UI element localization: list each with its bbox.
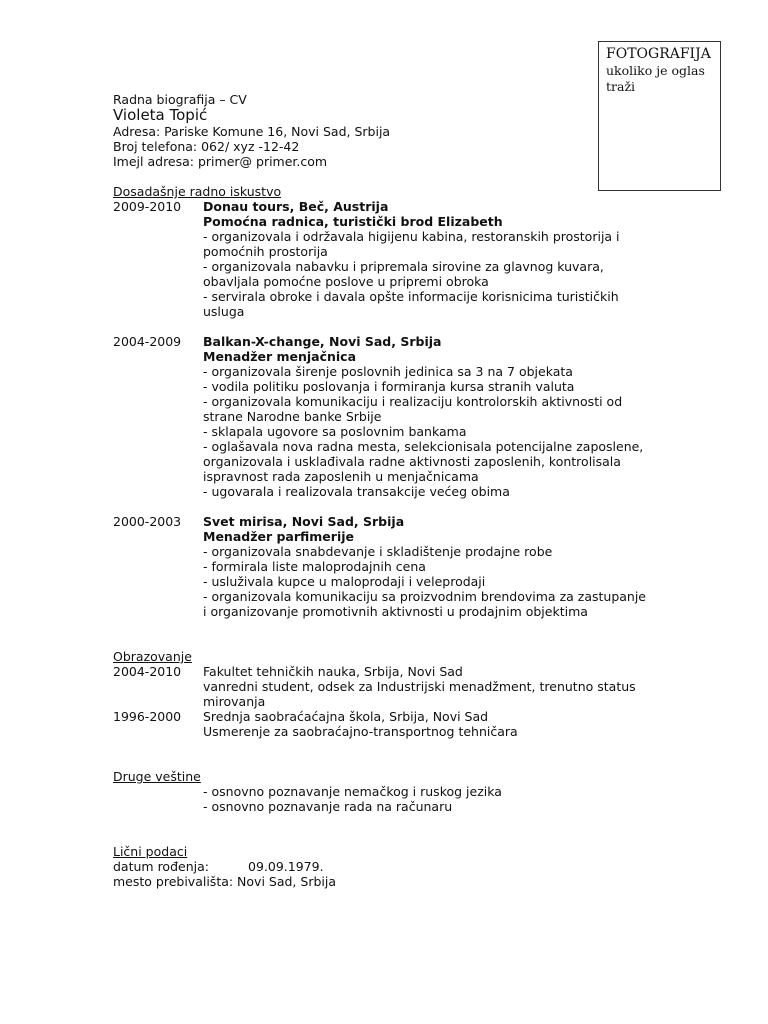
job-duty-line: - organizovala komunikaciju i realizaciju kontrolorskih aktivnosti od [203,394,623,409]
section-title-personal: Lični podaci [113,844,188,859]
job-position: Pomoćna radnica, turistički brod Elizabeth [203,214,503,229]
dob-label: datum rođenja: [113,859,209,874]
job-company: Balkan-X-change, Novi Sad, Srbija [203,334,442,349]
job-duty-line: - organizovala širenje poslovnih jedinica sa 3 na 7 objekata [203,364,573,379]
education-period: 1996-2000 [113,709,182,724]
job-duty-line: usluga [203,304,245,319]
candidate-name: Violeta Topić [113,106,208,124]
job-duty-line: - usluživala kupce u maloprodaji i veleprodaji [203,574,486,589]
residence-line: mesto prebivališta: Novi Sad, Srbija [113,874,336,889]
education-entry [113,709,658,739]
photo-box-note-line1: ukoliko je oglas [606,63,705,78]
education-line: mirovanja [203,694,266,709]
job-duty-line: obavljala pomoćne poslove u pripremi obroka [203,274,489,289]
skill-line: - osnovno poznavanje rada na računaru [203,799,453,814]
education-line: vanredni student, odsek za Industrijski menadžment, trenutno status [203,679,636,694]
job-duty-line: i organizovanje promotivnih aktivnosti u prodajnim objektima [203,604,588,619]
job-duty-line: - oglašavala nova radna mesta, selekcionisala potencijalne zaposlene, [203,439,644,454]
section-title-skills: Druge veštine [113,769,201,784]
job-duty-line: ispravnost rada zaposlenih u menjačnicama [203,469,479,484]
job-company: Svet mirisa, Novi Sad, Srbija [203,514,405,529]
job-duty-line: - formirala liste maloprodajnih cena [203,559,426,574]
date-of-birth-row [113,859,658,874]
job-entry [113,514,658,619]
job-period: 2009-2010 [113,199,182,214]
job-duty-line: - servirala obroke i davala opšte informacije korisnicima turističkih [203,289,619,304]
job-entry [113,334,658,499]
job-duty-line: - organizovala snabdevanje i skladištenje prodajne robe [203,544,553,559]
job-period: 2004-2009 [113,334,182,349]
job-duty-line: strane Narodne banke Srbije [203,409,382,424]
email-line: Imejl adresa: primer@ primer.com [113,154,328,169]
job-duty-line: - organizovala komunikaciju sa proizvodnim brendovima za zastupanje [203,589,646,604]
address-line: Adresa: Pariske Komune 16, Novi Sad, Srbija [113,124,391,139]
document-type: Radna biografija – CV [113,92,247,107]
job-position: Menadžer parfimerije [203,529,354,544]
education-line: Usmerenje za saobraćajno-transportnog tehničara [203,724,518,739]
job-duty-line: - sklapala ugovore sa poslovnim bankama [203,424,467,439]
phone-line: Broj telefona: 062/ xyz -12-42 [113,139,300,154]
job-company: Donau tours, Beč, Austrija [203,199,389,214]
job-duty-line: - organizovala i održavala higijenu kabina, restoranskih prostorija i [203,229,620,244]
job-duty-line: - ugovarala i realizovala transakcije većeg obima [203,484,510,499]
job-duty-line: pomoćnih prostorija [203,244,328,259]
job-duty-line: organizovala i usklađivala radne aktivnosti zaposlenih, kontrolisala [203,454,621,469]
job-duty-line: - vodila politiku poslovanja i formiranja kursa stranih valuta [203,379,575,394]
education-line: Srednja saobraćaćajna škola, Srbija, Novi Sad [203,709,489,724]
job-position: Menadžer menjačnica [203,349,357,364]
dob-value: 09.09.1979. [248,859,324,874]
section-title-education: Obrazovanje [113,649,192,664]
photo-box-note-line2: traži [606,79,636,94]
job-duty-line: - organizovala nabavku i pripremala sirovine za glavnog kuvara, [203,259,604,274]
photo-box-title: FOTOGRAFIJA [606,46,711,62]
job-entry [113,199,658,319]
education-period: 2004-2010 [113,664,182,679]
skill-line: - osnovno poznavanje nemačkog i ruskog jezika [203,784,502,799]
section-title-experience: Dosadašnje radno iskustvo [113,184,282,199]
education-line: Fakultet tehničkih nauka, Srbija, Novi Sad [203,664,463,679]
job-period: 2000-2003 [113,514,182,529]
cv-document [113,92,658,889]
education-entry [113,664,658,709]
skills-entry [113,784,658,814]
